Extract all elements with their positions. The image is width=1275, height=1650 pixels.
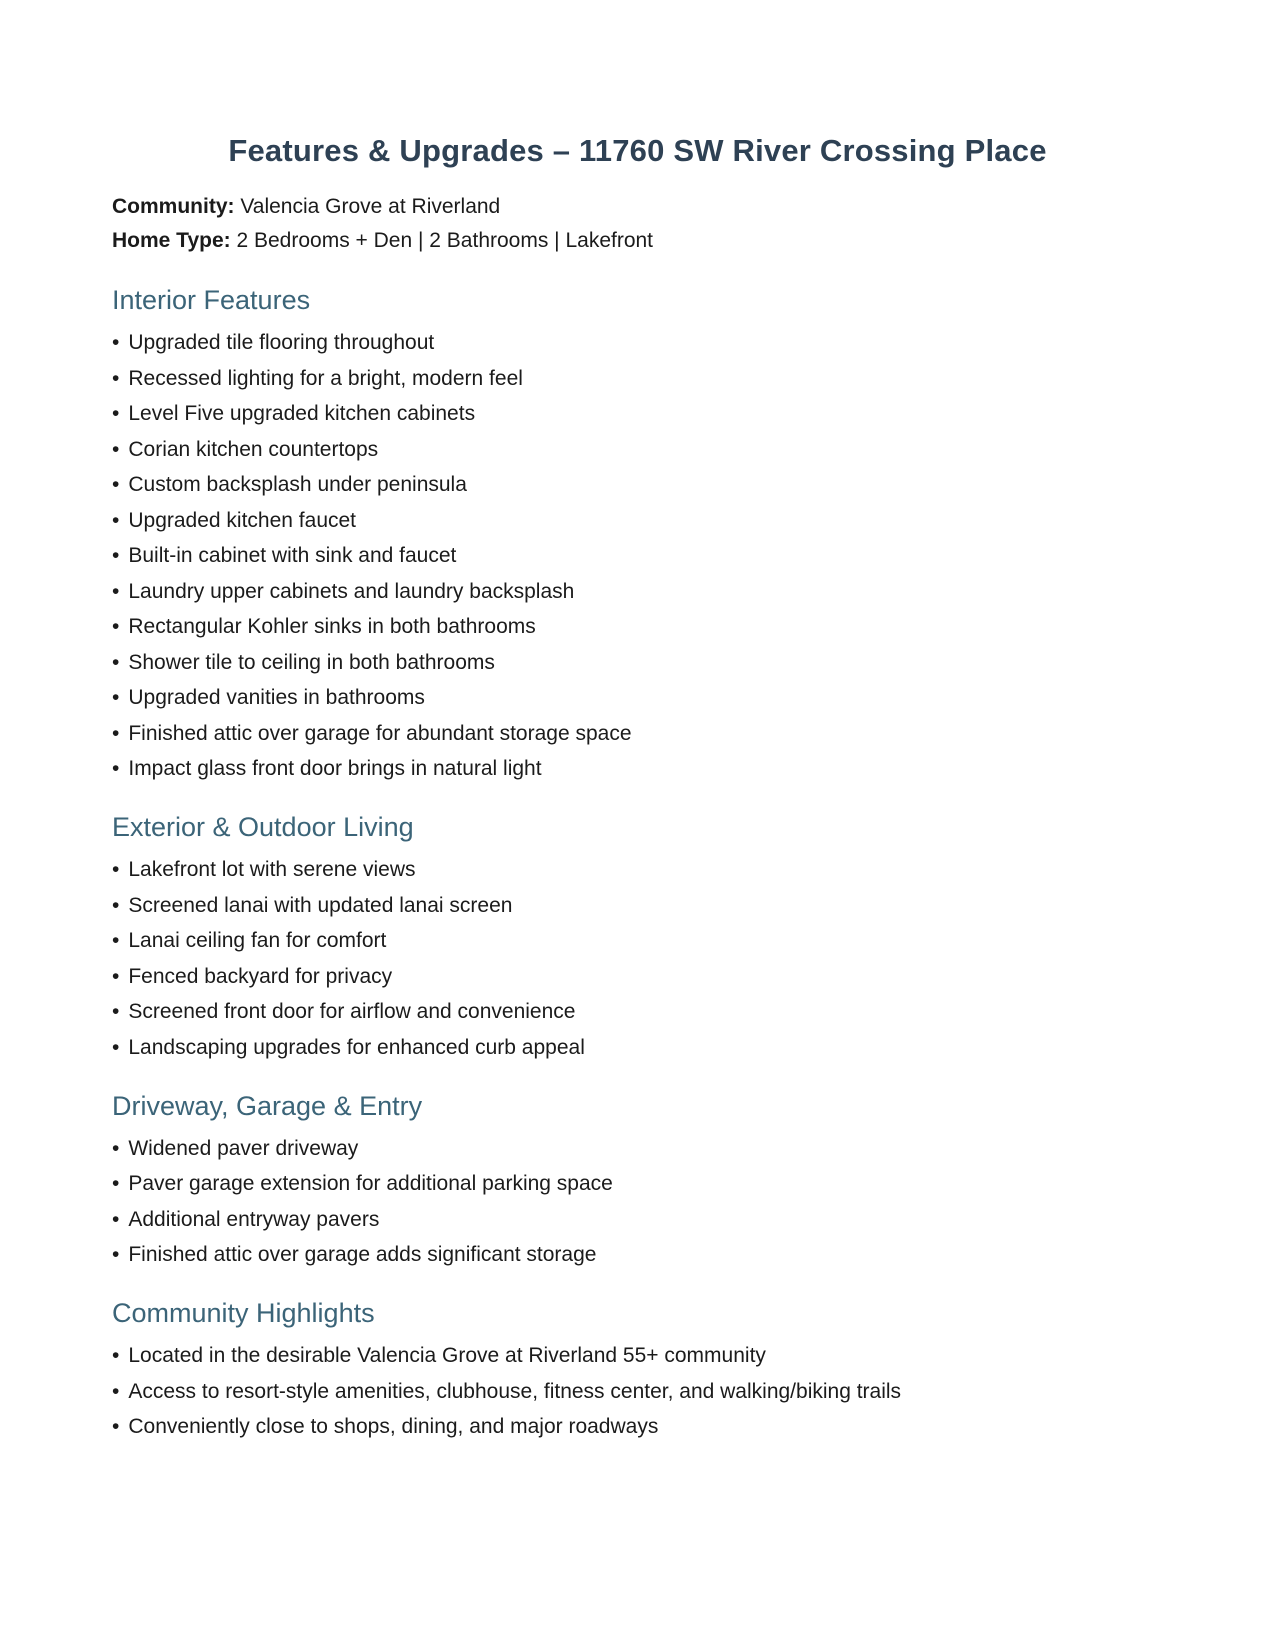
list-item <box>112 1379 1163 1404</box>
bullet-icon: • <box>112 650 120 674</box>
community-value: Valencia Grove at Riverland <box>234 195 501 218</box>
list-item-text: Laundry upper cabinets and laundry backsplash <box>128 579 575 603</box>
list-item <box>112 508 1163 533</box>
list-item <box>112 401 1163 426</box>
list-item <box>112 685 1163 710</box>
bullet-icon: • <box>112 893 120 917</box>
list-item-text: Upgraded kitchen faucet <box>128 508 357 532</box>
list-item <box>112 330 1163 355</box>
home-type-label: Home Type: <box>112 229 231 252</box>
bullet-icon: • <box>112 1207 120 1231</box>
list-item-text: Lakefront lot with serene views <box>128 858 416 881</box>
bullet-icon: • <box>112 964 120 988</box>
bullet-icon: • <box>112 437 120 461</box>
bullet-icon: • <box>112 721 120 745</box>
list-item <box>112 1207 1163 1232</box>
section-heading: Exterior & Outdoor Living <box>112 812 414 842</box>
list-item-text: Impact glass front door brings in natural light <box>128 757 542 780</box>
page-title: Features & Upgrades – 11760 SW River Crossing Place <box>228 133 1047 168</box>
list-item-text: Lanai ceiling fan for comfort <box>128 929 387 952</box>
bullet-icon: • <box>112 366 120 390</box>
list-item <box>112 1171 1163 1196</box>
bullet-icon: • <box>112 508 120 532</box>
section-interior-features <box>112 284 1163 781</box>
list-item-text: Recessed lighting for a bright, modern feel <box>128 366 523 390</box>
feature-list <box>112 1136 1163 1268</box>
meta-block <box>112 194 1163 254</box>
list-item <box>112 543 1163 568</box>
list-item-text: Widened paver driveway <box>128 1136 359 1160</box>
bullet-icon: • <box>112 579 120 603</box>
section-heading: Interior Features <box>112 285 311 315</box>
list-item-text: Conveniently close to shops, dining, and major roadways <box>128 1415 659 1438</box>
bullet-icon: • <box>112 402 120 425</box>
home-type-value: 2 Bedrooms + Den | 2 Bathrooms | Lakefront <box>230 229 654 252</box>
bullet-icon: • <box>112 1172 120 1195</box>
list-item-text: Additional entryway pavers <box>128 1207 380 1231</box>
list-item-text: Landscaping upgrades for enhanced curb appeal <box>128 1035 585 1059</box>
bullet-icon: • <box>112 1000 120 1023</box>
list-item-text: Located in the desirable Valencia Grove at Riverland 55+ community <box>128 1344 766 1367</box>
list-item-text: Built-in cabinet with sink and faucet <box>128 544 457 567</box>
list-item-text: Upgraded vanities in bathrooms <box>128 686 425 709</box>
list-item <box>112 366 1163 391</box>
bullet-icon: • <box>112 1415 120 1438</box>
list-item <box>112 1414 1163 1439</box>
list-item-text: Screened lanai with updated lanai screen <box>128 893 513 917</box>
feature-list <box>112 857 1163 1060</box>
list-item <box>112 721 1163 746</box>
list-item-text: Access to resort-style amenities, clubhouse, fitness center, and walking/biking trails <box>128 1379 902 1403</box>
list-item-text: Upgraded tile flooring throughout <box>128 331 435 354</box>
list-item <box>112 437 1163 462</box>
section-community-highlights <box>112 1297 1163 1439</box>
feature-list <box>112 1343 1163 1439</box>
list-item-text: Fenced backyard for privacy <box>128 964 393 988</box>
list-item <box>112 650 1163 675</box>
list-item-text: Shower tile to ceiling in both bathrooms <box>128 650 495 674</box>
bullet-icon: • <box>112 473 120 496</box>
bullet-icon: • <box>112 686 120 709</box>
list-item-text: Paver garage extension for additional parking space <box>128 1172 613 1195</box>
meta-line-community <box>112 194 1163 220</box>
bullet-icon: • <box>112 1379 120 1403</box>
list-item <box>112 1242 1163 1267</box>
list-item <box>112 1343 1163 1368</box>
bullet-icon: • <box>112 1344 120 1367</box>
bullet-icon: • <box>112 858 120 881</box>
list-item <box>112 579 1163 604</box>
list-item-text: Screened front door for airflow and convenience <box>128 1000 576 1023</box>
community-label: Community: <box>112 195 235 218</box>
list-item-text: Rectangular Kohler sinks in both bathrooms <box>128 615 536 638</box>
list-item <box>112 756 1163 781</box>
list-item-text: Finished attic over garage for abundant storage space <box>128 721 632 745</box>
list-item <box>112 999 1163 1024</box>
list-item <box>112 893 1163 918</box>
list-item-text: Level Five upgraded kitchen cabinets <box>128 402 476 425</box>
list-item-text: Corian kitchen countertops <box>128 437 379 461</box>
bullet-icon: • <box>112 929 120 952</box>
section-driveway-garage-entry <box>112 1090 1163 1268</box>
section-exterior-outdoor-living <box>112 811 1163 1060</box>
list-item <box>112 964 1163 989</box>
feature-list <box>112 330 1163 781</box>
section-heading: Driveway, Garage & Entry <box>112 1090 423 1121</box>
bullet-icon: • <box>112 1136 120 1160</box>
bullet-icon: • <box>112 615 120 638</box>
bullet-icon: • <box>112 544 120 567</box>
bullet-icon: • <box>112 331 120 354</box>
bullet-icon: • <box>112 1243 120 1266</box>
list-item <box>112 928 1163 953</box>
list-item <box>112 614 1163 639</box>
list-item-text: Custom backsplash under peninsula <box>128 473 467 496</box>
meta-line-home-type <box>112 228 1163 254</box>
bullet-icon: • <box>112 757 120 780</box>
list-item-text: Finished attic over garage adds significant storage <box>128 1243 597 1266</box>
list-item <box>112 472 1163 497</box>
list-item <box>112 1136 1163 1161</box>
list-item <box>112 1035 1163 1060</box>
bullet-icon: • <box>112 1035 120 1059</box>
list-item <box>112 857 1163 882</box>
section-heading: Community Highlights <box>112 1298 375 1328</box>
